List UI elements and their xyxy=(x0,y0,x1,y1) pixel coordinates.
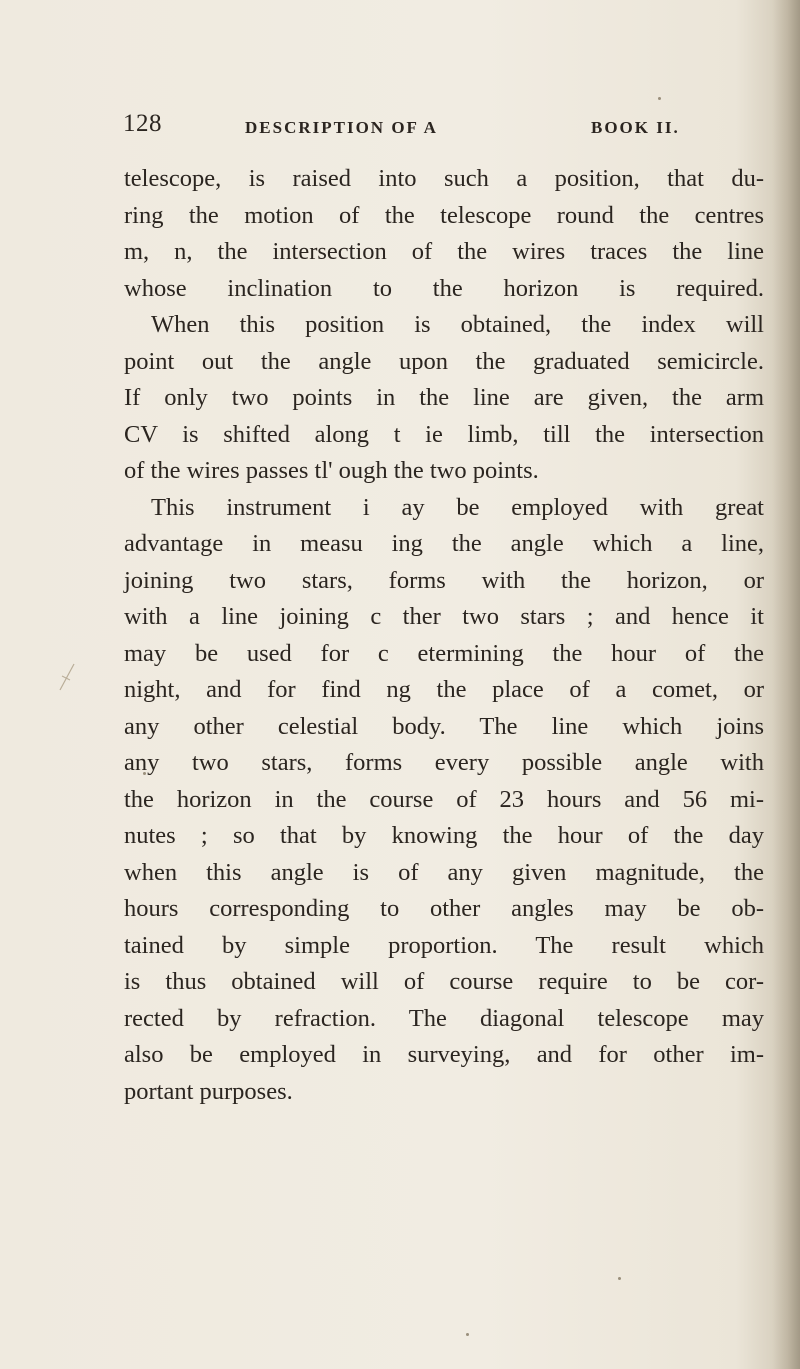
page-number: 128 xyxy=(123,110,162,137)
paper-speck xyxy=(466,1333,469,1336)
text-line: when this angle is of any given magnitude, the xyxy=(124,858,764,886)
paper-speck xyxy=(658,97,661,100)
text-line: When this position is obtained, the index will xyxy=(151,311,764,338)
text-line: whose inclination to the horizon is required. xyxy=(124,274,764,302)
body-text xyxy=(124,161,764,1110)
text-line: with a line joining c ther two stars ; and hence it xyxy=(124,603,764,630)
text-line: night, and for find ng the place of a comet, or xyxy=(124,676,764,703)
text-line: point out the angle upon the graduated semicircle. xyxy=(124,347,764,375)
running-title: DESCRIPTION OF A xyxy=(245,118,438,137)
page-edge-shadow xyxy=(772,0,800,1369)
paper-speck xyxy=(618,1277,621,1280)
text-line: If only two points in the line are given, the arm xyxy=(124,384,764,411)
text-line: any two stars, forms every possible angle with xyxy=(124,749,764,776)
text-line: the horizon in the course of 23 hours and 56 mi- xyxy=(124,785,764,813)
text-line: rected by refraction. The diagonal telescope may xyxy=(124,1004,764,1032)
text-line: may be used for c etermining the hour of the xyxy=(124,639,764,667)
text-line: This instrument i ay be employed with great xyxy=(151,493,764,521)
text-line: is thus obtained will of course require to be cor- xyxy=(124,968,764,995)
text-line: tained by simple proportion. The result which xyxy=(124,931,764,959)
book-label: BOOK II. xyxy=(591,118,680,137)
text-line: joining two stars, forms with the horizon, or xyxy=(124,566,764,594)
text-line: m, n, the intersection of the wires traces the line xyxy=(124,238,764,265)
page-header xyxy=(0,110,800,150)
margin-pencil-mark xyxy=(58,662,76,692)
text-line: nutes ; so that by knowing the hour of the day xyxy=(124,822,764,849)
text-line: portant purposes. xyxy=(124,1077,293,1105)
text-line: telescope, is raised into such a position, that du- xyxy=(124,165,764,192)
text-line: advantage in measu ing the angle which a line, xyxy=(124,530,764,557)
text-line: any other celestial body. The line which joins xyxy=(124,712,764,740)
text-line: also be employed in surveying, and for other im- xyxy=(124,1041,764,1068)
text-line: of the wires passes tl' ough the two points. xyxy=(124,457,539,484)
text-line: CV is shifted along t ie limb, till the intersection xyxy=(124,420,764,448)
text-line: ring the motion of the telescope round the centres xyxy=(124,201,764,229)
text-line: hours corresponding to other angles may be ob- xyxy=(124,895,764,922)
